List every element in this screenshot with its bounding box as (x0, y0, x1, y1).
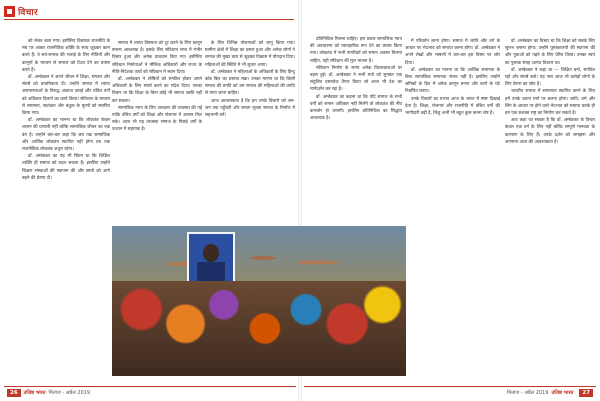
text-column-6 (505, 38, 595, 378)
paragraph: भारतीय समाज में समरसता स्थापित करने के लिए हमें उनके बताए मार्ग पर चलना होगा। जाति, धर्म और लिंग के आधार पर होने वाले भेदभाव को समाप्त करके ही हम एक सशक्त राष्ट्र का निर्माण कर सकते हैं। (505, 89, 595, 117)
paragraph: सामाजिक न्याय के लिए आरक्षण की व्यवस्था की गई ताकि वंचित वर्गों को शिक्षा और रोजगार में अवसर मिल सके। आज भी यह व्यवस्था समाज के पिछड़े वर्गों के उत्थान में सहायक है। (112, 105, 202, 133)
text-column-2 (112, 40, 202, 224)
issue-date-left: मिताज - अप्रैल 2019 (48, 390, 91, 396)
paragraph: में परिवर्तन लाना होगा। समाज में जाति और वर्ग के आधार पर भेदभाव को समाप्त करना होगा। डॉ. अम्बेडकर ने अपने लेखों और भाषणों में बार-बार इस विषय पर जोर दिया। (405, 39, 500, 66)
paragraph: आज आवश्यकता है कि हम उनके विचारों को जन-जन तक पहुँचाएँ और समता मूलक समाज के निर्माण में सहभागी बनें। (205, 98, 295, 119)
paragraph: डॉ. अम्बेडकर ने महिलाओं के अधिकारों के लिए हिन्दू कोड बिल का प्रस्ताव रखा। उनका मानना था कि किसी समाज की प्रगति को उस समाज की महिलाओं की प्रगति से मापा जाना चाहिए। (205, 69, 295, 97)
header-rule (4, 19, 294, 20)
paragraph: को लेकर चला गया। इसीलिए विचारक राजनीति के मंच पर आकर राजनीतिक शक्ति के साथ जुड़कर काम करते हैं। वे सर्व-समाज की भलाई के लिए नीतियों और कानूनों के माध्यम से समाज को दिशा देने का प्रयास करते हैं। (22, 39, 110, 73)
paragraph: समाज में व्याप्त विषमता को दूर करने के लिए कानून बनाना आवश्यक है। इसके लिए संविधान सभा में गंभीर विचार हुआ और अनेक प्रावधान किए गए। इसीलिए संविधान निर्माताओं ने मौलिक अधिकारों और राज्य के नीति-निदेशक तत्वों को संविधान में स्थान दिया। (112, 41, 202, 75)
crowd (112, 281, 406, 376)
paragraph: डॉ. अम्बेडकर का यह भी चिंतन था कि शिक्षित व्यक्ति ही समाज को बदल सकता है। इसलिए उन्होंने शिक्षण संस्थाओं की स्थापना की और छात्रों को आगे बढ़ने की प्रेरणा दी। (22, 154, 110, 181)
paragraph: प्रतिनिधित्व मिलना चाहिए। इस प्रकार सामाजिक न्याय की अवधारणा को व्यावहारिक रूप देने का प्रयास किया गया। लोकतंत्र में सभी नागरिकों को समान अवसर मिलना चाहिए, यही संविधान की मूल भावना है। (310, 37, 402, 64)
paragraph: संविधान निर्माण के समय अनेक विचारधाराओं पर बहस हुई। डॉ. अम्बेडकर ने सभी मतों को सुनकर एक संतुलित दस्तावेज तैयार किया जो आज भी देश का मार्गदर्शन कर रहा है। (310, 65, 402, 93)
footer-left (4, 386, 296, 398)
paragraph: उनके विचारों का प्रभाव आज के भारत में स्पष्ट दिखाई देता है। शिक्षा, रोजगार और राजनीति में वंचित वर्गों की भागीदारी बढ़ी है, किंतु अभी भी बहुत कुछ करना शेष है। (405, 96, 500, 117)
raised-hands (142, 246, 362, 276)
magazine-name-left: उत्तिष्ठ भारत (23, 390, 46, 396)
section-header (4, 4, 38, 18)
rally-photo (112, 226, 406, 376)
text-column-5 (405, 38, 500, 278)
section-icon (4, 6, 15, 17)
paragraph: डॉ. अम्बेडकर का विचार था कि शिक्षा को सबके लिए सुलभ बनाना होगा। उन्होंने पुस्तकालयों की स्थापना की और युवाओं को पढ़ने के लिए प्रेरित किया। उनका स्वयं का पुस्तक संग्रह अत्यंत विशाल था। (505, 39, 595, 66)
section-title: विचार (18, 7, 38, 18)
issue-date-right: मिताज - अप्रैल 2019 (506, 390, 549, 396)
paragraph: डॉ. अम्बेडकर ने अपने जीवन में शिक्षा, संगठन और संघर्ष को प्राथमिकता दी। उन्होंने समाज में व्याप्त असमानताओं के विरुद्ध आवाज उठाई और वंचित वर्गों को अधिकार दिलाने का कार्य किया। संविधान के माध्यम से समानता, स्वतंत्रता और बंधुत्व के मूल्यों को स्थापित किया गया। (22, 75, 110, 117)
page-number-left: 26 (7, 389, 21, 397)
page-number-right: 27 (579, 389, 593, 397)
text-column-3 (205, 40, 295, 224)
magazine-name-right: उत्तिष्ठ भारत (551, 390, 574, 396)
text-column-1 (22, 38, 110, 374)
paragraph: अतः कहा जा सकता है कि डॉ. अम्बेडकर के विचार केवल एक वर्ग के लिए नहीं बल्कि सम्पूर्ण मानवता के कल्याण के लिए हैं। उनके दर्शन को समझना और अपनाना आज की आवश्यकता है। (505, 118, 595, 145)
paragraph: डॉ. अम्बेडकर ने शोषितों को संगठित होकर अपने अधिकारों के लिए संघर्ष करने का संदेश दिया। उनका विचार था कि शिक्षा के बिना कोई भी समाज उन्नति नहीं कर सकता। (112, 77, 202, 104)
paragraph: डॉ. अम्बेडकर का मानना था कि आर्थिक समानता के बिना सामाजिक समानता संभव नहीं है। इसलिए उन्होंने श्रमिकों के हित में अनेक कानून बनाए और कार्य के घंटे निर्धारित कराए। (405, 67, 500, 95)
paragraph: डॉ. अम्बेडकर का कहना था कि यदि समाज के सभी वर्गों को समान अधिकार नहीं मिलेंगे तो लोकतंत्र की नींव कमजोर हो जाएगी। इसलिए प्रतिनिधित्व का सिद्धांत आवश्यक है। (310, 94, 402, 122)
footer-right (304, 386, 596, 398)
paragraph: डॉ. अम्बेडकर का मानना था कि लोकतंत्र केवल शासन की प्रणाली नहीं बल्कि सामाजिक जीवन का एक ढंग है। उन्होंने बार-बार कहा कि जब तक सामाजिक और आर्थिक लोकतंत्र स्थापित नहीं होगा तब तक राजनीतिक लोकतंत्र अधूरा रहेगा। (22, 118, 110, 153)
text-column-4 (310, 36, 402, 216)
paragraph: डॉ. अम्बेडकर ने कहा था — शिक्षित बनो, संगठित रहो और संघर्ष करो। यह नारा आज भी करोड़ों लोगों के लिए प्रेरणा का स्रोत है। (505, 67, 595, 88)
paragraph: के लिए विभिन्न योजनाओं को लागू किया गया। ग्रामीण क्षेत्रों में शिक्षा का प्रसार हुआ और अनेक लोगों ने समाज की मुख्य धारा से जुड़कर विकास में योगदान दिया। महिलाओं की स्थिति में भी सुधार आया। (205, 41, 295, 68)
